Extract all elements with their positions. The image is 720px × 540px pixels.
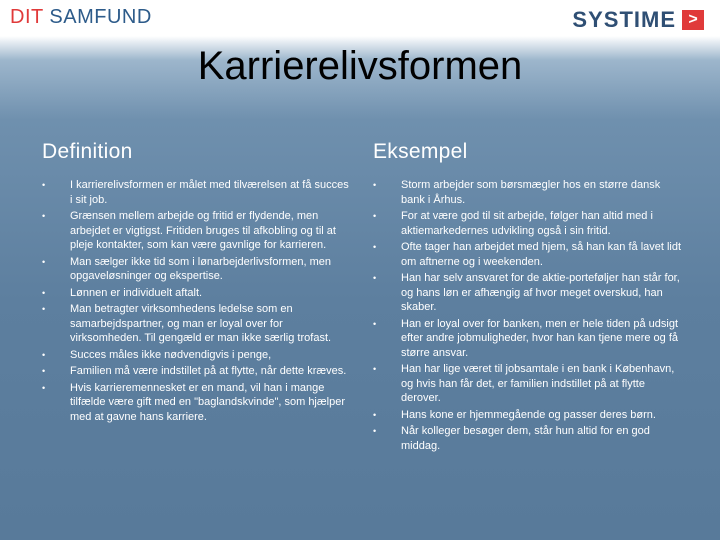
list-item xyxy=(373,317,683,361)
list-item xyxy=(42,364,352,379)
list-item-text: Storm arbejder som børsmægler hos en større dansk bank i Århus. xyxy=(401,179,661,206)
list-item-text: Han har selv ansvaret for de aktie-porteføljer han står for, og hans løn er afhængig af hvor meget overskud, han skaber. xyxy=(401,272,680,313)
list-item-text: Når kolleger besøger dem, står hun altid for en god middag. xyxy=(401,425,650,452)
bullet-icon: • xyxy=(42,366,46,376)
bullet-icon: • xyxy=(42,211,46,221)
bullet-icon: • xyxy=(373,364,377,374)
bullet-icon: • xyxy=(42,287,46,298)
bullet-icon: • xyxy=(373,318,377,329)
list-item-text: For at være god til sit arbejde, følger han altid med i aktiemarkedernes udvikling også i sin fritid. xyxy=(401,210,653,237)
list-item-text: Succes måles ikke nødvendigvis i penge, xyxy=(70,348,272,361)
list-item xyxy=(373,178,683,207)
definition-heading: Definition xyxy=(42,140,133,163)
logo-systime-text: SYSTIME xyxy=(572,7,676,32)
list-item-text: Han er loyal over for banken, men er hele tiden på udsigt efter andre jobmuligheder, hvor han kan tjene mere og få større ansvar. xyxy=(401,317,679,359)
bullet-icon: • xyxy=(42,382,46,393)
list-item-text: Familien må være indstillet på at flytte, når dette kræves. xyxy=(70,365,347,377)
example-list xyxy=(373,178,683,453)
definition-list xyxy=(42,178,352,424)
list-item xyxy=(373,271,683,315)
list-item-text: Grænsen mellem arbejde og fritid er flydende, men arbejdet er vigtigst. Fritiden bruges til afkobling og til at pleje kontakter, som kan være gavnlige for karrieren. xyxy=(70,210,336,251)
list-item-text: Hvis karrieremennesket er en mand, vil han i mange tilfælde være gift med en "baglandskvinde", som hjælper med at gavne hans karriere. xyxy=(70,381,345,423)
list-item xyxy=(42,178,352,207)
bullet-icon: • xyxy=(373,211,377,221)
list-item xyxy=(42,348,352,363)
list-item-text: Man betragter virksomhedens ledelse som en samarbejdspartner, og man er loyal over for virksomheden. Til gengæld er man ikke særlig trofast. xyxy=(70,303,332,344)
list-item-text: Hans kone er hjemmegående og passer deres børn. xyxy=(401,408,656,421)
bullet-icon: • xyxy=(42,304,46,314)
bullet-icon: • xyxy=(42,256,46,267)
list-item xyxy=(42,381,352,425)
definition-column xyxy=(42,140,352,426)
logo-dit-text: DIT xyxy=(10,6,44,28)
list-item xyxy=(373,362,683,406)
dit-samfund-logo xyxy=(10,6,152,29)
bullet-icon: • xyxy=(373,426,377,436)
slide-title: Karrierelivsformen xyxy=(197,44,523,88)
bullet-icon: • xyxy=(373,180,377,190)
list-item-text: Lønnen er individuelt aftalt. xyxy=(70,286,203,299)
logo-samfund-text: SAMFUND xyxy=(49,6,152,28)
example-column xyxy=(373,140,683,455)
list-item-text: Man sælger ikke tid som i lønarbejderlivsformen, men opgaveløsninger og ekspertise. xyxy=(70,255,332,282)
systime-logo xyxy=(572,7,704,33)
logo-arrow-icon: > xyxy=(682,10,704,30)
list-item xyxy=(373,424,683,453)
list-item xyxy=(373,240,683,269)
bullet-icon: • xyxy=(42,349,46,360)
bullet-icon: • xyxy=(373,273,377,283)
bullet-icon: • xyxy=(373,242,377,252)
list-item xyxy=(42,209,352,253)
bullet-icon: • xyxy=(42,180,46,190)
list-item xyxy=(42,302,352,346)
list-item-text: Han har lige været til jobsamtale i en bank i København, og hvis han får det, er familien indstillet på at flytte derover. xyxy=(401,363,675,404)
example-heading: Eksempel xyxy=(373,140,468,163)
list-item xyxy=(42,255,352,284)
list-item-text: I karrierelivsformen er målet med tilværelsen at få succes i sit job. xyxy=(70,179,349,206)
list-item-text: Ofte tager han arbejdet med hjem, så han kan få lavet lidt om aftnerne og i weekenden. xyxy=(401,241,682,268)
list-item xyxy=(373,408,683,423)
bullet-icon: • xyxy=(373,409,377,420)
list-item xyxy=(42,286,352,301)
list-item xyxy=(373,209,683,238)
